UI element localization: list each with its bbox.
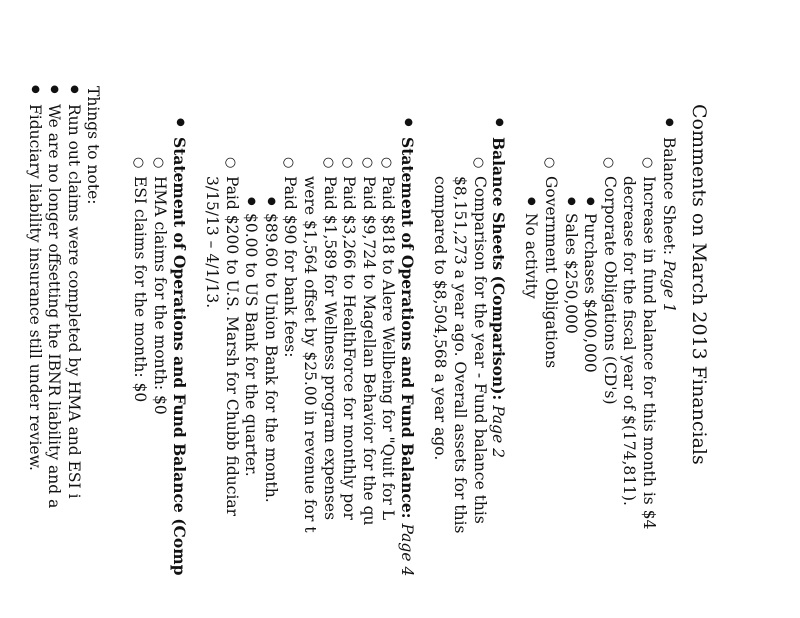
circle-bullet-icon: ○ — [470, 157, 486, 169]
note-item: We are no longer offsetting the IBNR liability and a — [45, 104, 64, 509]
circle-bullet-icon: ○ — [640, 157, 656, 169]
circle-bullet-icon: ○ — [379, 157, 395, 169]
notes-heading: Things to note: — [84, 86, 103, 205]
statement-comparison-heading: Statement of Operations and Fund Balance (Comp — [169, 137, 189, 576]
bullet-icon: ● — [585, 197, 597, 206]
circle-bullet-icon: ○ — [222, 157, 238, 169]
bullet-icon: ● — [402, 118, 414, 127]
statement-operations-item: Paid $1,589 for Wellness program expenses — [320, 176, 339, 521]
statement-comparison-item: HMA claims for the month: $0 — [151, 176, 170, 415]
balance-comparison-item: Comparison for the year - Fund balance this — [470, 176, 489, 524]
circle-bullet-icon: ○ — [281, 157, 297, 169]
bullet-icon: ● — [49, 85, 61, 94]
circle-bullet-icon: ○ — [542, 157, 558, 169]
balance-comparison-item: $8,151,273 a year ago. Overall assets for this — [450, 176, 469, 534]
balance-sheet-item: Corporate Obligations (CD's) — [600, 176, 619, 405]
statement-operations-heading: Statement of Operations and Fund Balance: Page 4 — [397, 137, 417, 577]
statement-operations-item: Paid $9,724 to Magellan Behavior for the qu — [359, 176, 378, 526]
balance-sheet-item: No activity — [522, 213, 541, 299]
bullet-icon: ● — [265, 197, 277, 206]
bullet-icon: ● — [68, 85, 80, 94]
circle-bullet-icon: ○ — [340, 157, 356, 169]
statement-operations-item: Paid $90 for bank fees: — [281, 176, 300, 358]
balance-sheet-item: decrease for the fiscal year of $(174,811). — [620, 176, 639, 506]
circle-bullet-icon: ○ — [600, 157, 616, 169]
balance-sheet-item: Purchases $400,000 — [581, 213, 600, 373]
circle-bullet-icon: ○ — [359, 157, 375, 169]
statement-operations-item: $89.60 to Union Bank for the month. — [261, 213, 280, 503]
circle-bullet-icon: ○ — [131, 157, 147, 169]
bullet-icon: ● — [246, 197, 258, 206]
balance-comparison-item: compared to $8,504,568 a year ago. — [431, 176, 450, 461]
balance-sheet-item: Sales $250,000 — [561, 213, 580, 334]
statement-operations-item: $0.00 to US Bank for the quarter. — [242, 213, 261, 477]
circle-bullet-icon: ○ — [320, 157, 336, 169]
note-item: Fiduciary liability insurance still under review. — [25, 104, 44, 471]
statement-operations-item: 3/15/13 – 4/1/13. — [202, 176, 221, 309]
note-item: Run out claims were completed by HMA and ESI i — [64, 104, 83, 499]
statement-operations-item: Paid $3,266 to HealthForce for monthly por — [340, 176, 359, 520]
bullet-icon: ● — [663, 118, 675, 127]
balance-sheet-item: Government Obligations — [542, 176, 561, 369]
balance-sheet-heading: Balance Sheet: Page 1 — [659, 137, 678, 313]
statement-operations-item: were $1,564 offset by $25.00 in revenue for t — [300, 176, 319, 533]
bullet-icon: ● — [565, 197, 577, 206]
bullet-icon: ● — [526, 197, 538, 206]
document-title: Comments on March 2013 Financials — [688, 104, 710, 465]
balance-comparison-heading: Balance Sheets (Comparison): Page 2 — [489, 137, 509, 459]
bullet-icon: ● — [29, 85, 41, 94]
circle-bullet-icon: ○ — [151, 157, 167, 169]
balance-sheet-item: Increase in fund balance for this month is $4 — [640, 176, 659, 530]
statement-operations-item: Paid $818 to Alere Wellbeing for "Quit for L — [379, 176, 398, 521]
bullet-icon: ● — [494, 118, 506, 127]
statement-operations-item: Paid $200 to U.S. Marsh for Chubb fiduciar — [222, 176, 241, 517]
statement-comparison-item: ESI claims for the month: $0 — [131, 176, 150, 403]
bullet-icon: ● — [174, 118, 186, 127]
